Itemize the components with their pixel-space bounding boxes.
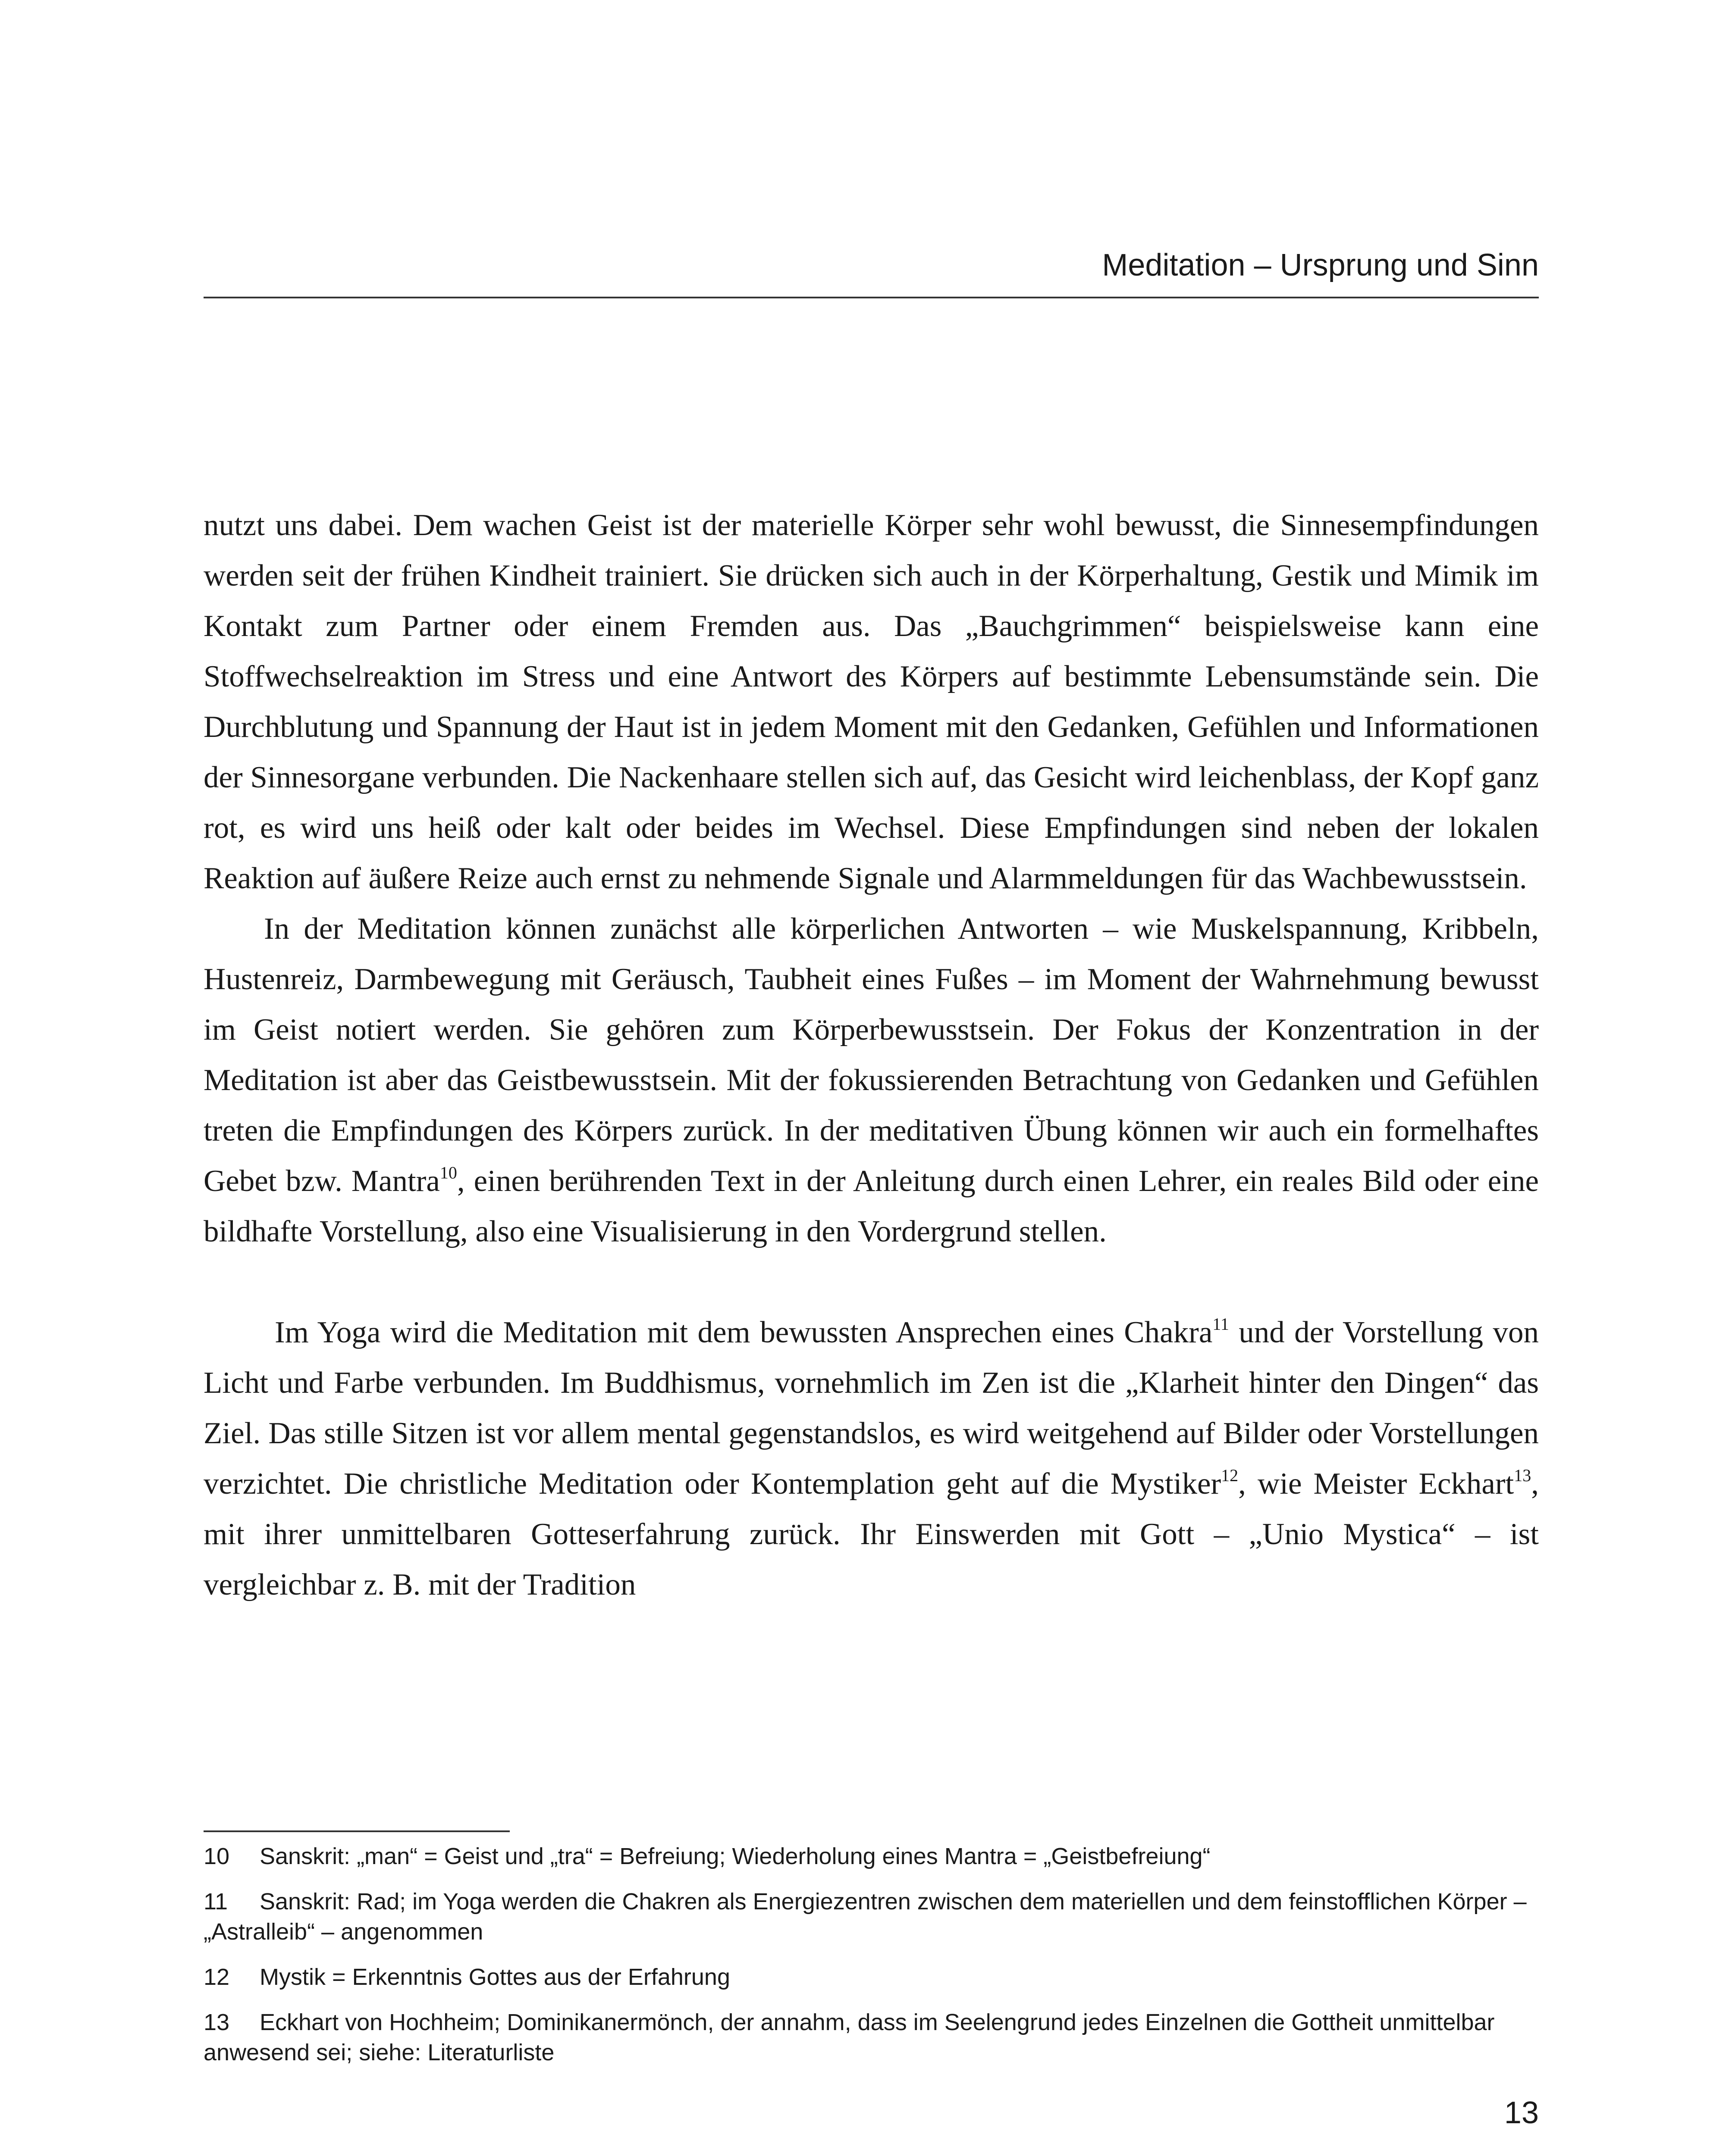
paragraph-1: nutzt uns dabei. Dem wachen Geist ist der materielle Körper sehr wohl bewusst, die Sinnesempfindungen werden seit der frühen Kindheit trainiert. Sie drücken sich auch in der Körperhaltung, Gestik und Mimik im Kontakt zum Partner oder einem Fremden aus. Das „Bauchgrimmen“ beispielsweise kann eine Stoffwechselreaktion im Stress und eine Antwort des Körpers auf bestimmte Lebensumstände sein. Die Durchblutung und Spannung der Haut ist in jedem Moment mit den Gedanken, Gefühlen und Informationen der Sinnesorgane verbunden. Die Nackenhaare stellen sich auf, das Gesicht wird leichenblass, der Kopf ganz rot, es wird uns heiß oder kalt oder beides im Wechsel. Diese Empfindungen sind neben der lokalen Reaktion auf äußere Reize auch ernst zu nehmende Signale und Alarmmeldungen für das Wachbewusstsein.	[204, 508, 1539, 895]
paragraph-3-text-b: und der Vorstellung von Licht und Farbe verbunden. Im Buddhismus, vornehmlich im Zen ist die „Klarheit hinter den Dingen“ das Ziel. Das stille Sitzen ist vor allem mental gegenstandslos, es wird weitgehend auf Bilder oder Vorstellungen verzichtet. Die christliche Meditation oder Kontemplation geht auf die Mystiker	[204, 1316, 1539, 1501]
running-title: Meditation – Ursprung und Sinn	[1102, 248, 1539, 282]
footnote-11	[204, 1887, 1539, 1947]
footnote-number: 12	[204, 1964, 230, 1990]
paragraph-2	[204, 904, 1539, 1257]
paragraph-2-text-a: In der Meditation können zunächst alle körperlichen Antworten – wie Muskelspannung, Kribbeln, Hustenreiz, Darmbewegung mit Geräusch, Taubheit eines Fußes – im Moment der Wahrnehmung bewusst im Geist notiert werden. Sie gehören zum Körperbewusstsein. Der Fokus der Konzentration in der Meditation ist aber das Geistbewusstsein. Mit der fokussierenden Betrachtung von Gedanken und Gefühlen treten die Empfindungen des Körpers zurück. In der meditativen Übung können wir auch ein formelhaftes Gebet bzw. Mantra	[204, 912, 1539, 1198]
footnote-text: Sanskrit: Rad; im Yoga werden die Chakren als Energiezentren zwischen dem materiellen und dem feinstofflichen Körper – „Astralleib“ – angenommen	[204, 1889, 1527, 1945]
paragraph-3	[204, 1307, 1539, 1610]
footnote-text: Eckhart von Hochheim; Dominikanermönch, der annahm, dass im Seelengrund jedes Einzelnen die Gottheit unmittelbar anwesend sei; siehe: Literaturliste	[204, 2009, 1495, 2065]
paragraph-2-text-b: , einen berührenden Text in der Anleitung durch einen Lehrer, ein reales Bild oder eine bildhafte Vorstellung, also eine Visualisierung in den Vordergrund stellen.	[204, 1164, 1539, 1248]
footnote-10	[204, 1841, 1539, 1871]
paragraph-3-text-d: , mit ihrer unmittelbaren Gotteserfahrung zurück. Ihr Einswerden mit Gott – „Unio Mystica“ – ist vergleichbar z. B. mit der Tradition	[204, 1467, 1539, 1601]
footnote-number: 11	[204, 1889, 228, 1915]
paragraph-3-text-a: Im Yoga wird die Meditation mit dem bewussten Ansprechen eines Chakra	[275, 1316, 1213, 1349]
footnote-ref-11: 11	[1212, 1314, 1229, 1334]
page-number: 13	[1504, 2096, 1539, 2130]
footnote-12	[204, 1962, 1539, 1992]
footnote-ref-13: 13	[1514, 1466, 1531, 1485]
footnote-ref-10: 10	[439, 1163, 457, 1183]
footnotes	[204, 1841, 1539, 2083]
footnote-13	[204, 2007, 1539, 2068]
footnote-number: 10	[204, 1843, 230, 1869]
footnote-text: Sanskrit: „man“ = Geist und „tra“ = Befreiung; Wiederholung eines Mantra = „Geistbefreiung“	[260, 1843, 1211, 1869]
page-header	[204, 246, 1539, 298]
paragraph-3-text-c: , wie Meister Eckhart	[1238, 1467, 1514, 1501]
footnote-divider	[204, 1830, 510, 1832]
footnote-number: 13	[204, 2009, 230, 2035]
footnote-ref-12: 12	[1221, 1466, 1239, 1485]
footnote-text: Mystik = Erkenntnis Gottes aus der Erfahrung	[260, 1964, 730, 1990]
body-text	[204, 500, 1539, 1610]
